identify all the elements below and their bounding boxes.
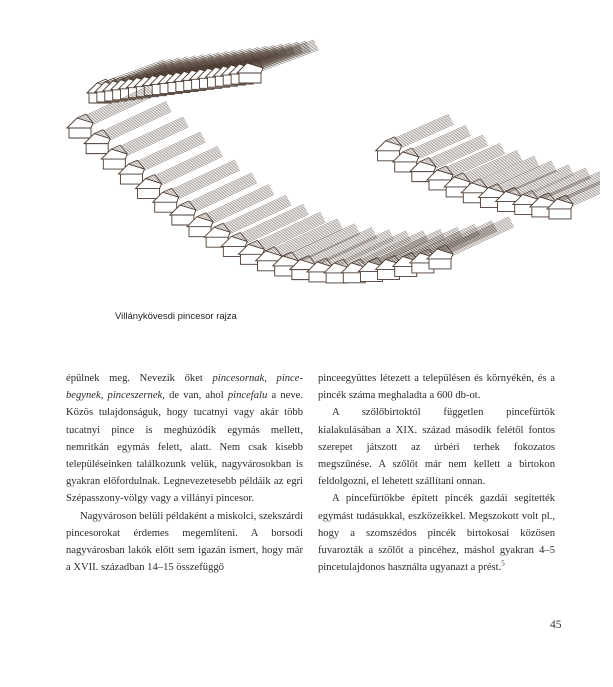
figure-caption: Villánykövesdi pincesor rajza	[115, 311, 237, 322]
paragraph: A szőlőbirtoktól független pincefürtök kialakulásában a XIX. század második felétől fontos szerepet játszott az úrbéri terhek fokozatos megszűnése. A szőlőt már nem kellett a birtokon feldolgozni, el lehetett szállítani onnan.	[318, 407, 555, 488]
text-column-right	[318, 370, 555, 576]
wine-cellar-row-drawing	[40, 30, 600, 350]
page-number: 45	[550, 619, 562, 631]
footnote-ref: 5	[501, 559, 505, 568]
paragraph: épülnek meg. Nevezik őket pincesornak, pince-begynek, pinceszernek, de van, ahol pincefalu a neve. Közös tulajdonságuk, hogy tucatnyi vagy akár több tucatnyi pince is meghúzódik egymás mellett, nemritkán egymás felett, alatt. Nem csak kisebb településeinken találkozunk velük, nagyvárosokban is gyakran előfordulnak. Legnevezetesebb példáik az egri Szépasszony-völgy vagy a villányi pincesor.	[66, 373, 303, 505]
paragraph: pinceegyüttes létezett a településen és környékén, és a pincék száma meghaladta a 600 db-ot.	[318, 373, 555, 402]
paragraph: Nagyvároson belüli példaként a miskolci, szekszárdi pincesorokat érdemes megemlíteni. A borsodi nagyvárosban lakók előtt sem igazán ismert, hogy már a XVII. században 14–15 összefüggő	[66, 510, 303, 574]
paragraph: A pincefürtökbe épített pincék gazdái segítették egymást tudásukkal, eszközeikkel. Megszokott volt pl., hogy a szomszédos pincék birtokosai közösen fuvarozták a szőlőt a pincéhez, máshol gyakran 4–5 pincetulajdonos használta ugyanazt a prést.$^5$	[318, 493, 555, 574]
text-column-left	[66, 370, 303, 576]
